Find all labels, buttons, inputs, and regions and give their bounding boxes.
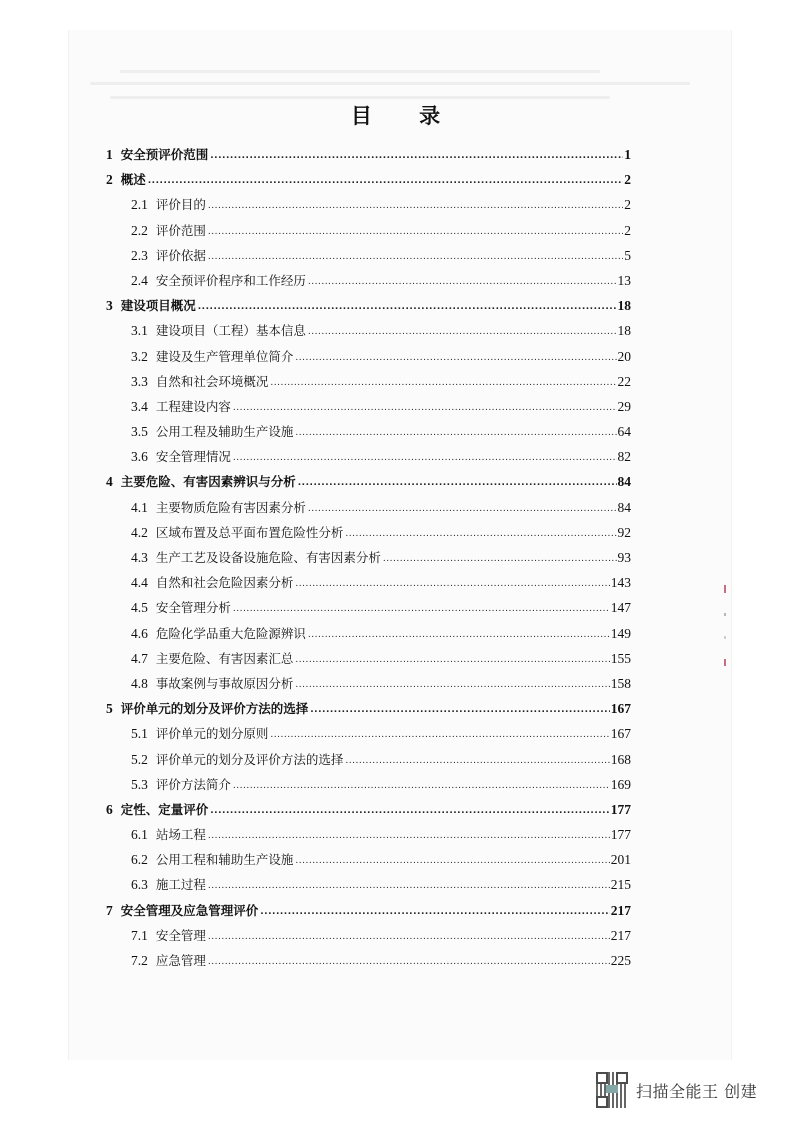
dot-leader: [208, 874, 610, 899]
toc-entry-label: 安全预评价范围: [120, 147, 209, 162]
toc-page-number: 167: [610, 726, 631, 742]
dot-leader: [210, 144, 623, 169]
dot-leader: [270, 723, 609, 748]
toc-entry-label: 主要危险、有害因素辨识与分析: [120, 474, 296, 490]
toc-entry-number: 4.3: [131, 550, 148, 565]
toc-section-entry[interactable]: [106, 192, 631, 217]
toc-entry-number: 2.1: [131, 197, 148, 213]
toc-page-number: 168: [610, 751, 631, 767]
toc-entry-number: 3.5: [131, 424, 148, 440]
toc-entry-label: 评价方法简介: [155, 776, 231, 792]
dot-leader: [345, 749, 609, 774]
toc-page-number: 215: [610, 877, 631, 893]
toc-entry-number: 4.5: [131, 600, 148, 616]
toc-entry-label: 评价单元的划分及评价方法的选择: [155, 751, 344, 767]
table-of-contents: [106, 142, 631, 973]
toc-entry-number: 4.6: [131, 625, 148, 641]
toc-entry-number: 6.3: [131, 877, 148, 893]
toc-entry-number: 5.3: [131, 776, 148, 792]
toc-entry-number: 2.2: [131, 222, 148, 238]
toc-entry-label: 站场工程: [155, 827, 206, 843]
toc-entry-number: 3.1: [131, 323, 148, 339]
toc-section-entry[interactable]: [106, 822, 631, 847]
toc-page-number: 217: [610, 902, 631, 918]
toc-page-number: 167: [610, 701, 631, 717]
toc-entry-number: 2.3: [131, 247, 148, 263]
toc-entry-label: 生产工艺及设备设施危险、有害因素分析: [155, 550, 381, 565]
toc-entry-number: 1: [106, 147, 113, 162]
dot-leader: [208, 950, 610, 975]
toc-entry-number: 4.2: [131, 524, 148, 540]
toc-entry-label: 安全预评价程序和工作经历: [155, 272, 306, 288]
toc-section-entry[interactable]: [106, 545, 631, 570]
dot-leader: [295, 572, 609, 597]
dot-leader: [295, 346, 616, 371]
toc-entry-number: 5: [106, 701, 113, 717]
toc-section-entry[interactable]: [106, 444, 631, 469]
toc-page-number: 169: [610, 776, 631, 792]
toc-page-number: 13: [617, 272, 631, 288]
dot-leader: [298, 471, 617, 496]
toc-section-entry[interactable]: [106, 394, 631, 419]
toc-entry-number: 2.4: [131, 272, 148, 288]
toc-section-entry[interactable]: [106, 243, 631, 268]
bleed-through-line: [120, 70, 600, 73]
toc-section-entry[interactable]: [106, 671, 631, 696]
margin-marks: [724, 585, 728, 686]
toc-entry-number: 3.2: [131, 348, 148, 364]
dot-leader: [270, 371, 616, 396]
toc-page-number: 155: [610, 650, 631, 666]
red-mark: [724, 585, 726, 593]
gray-mark: [724, 636, 726, 639]
toc-section-entry[interactable]: [106, 646, 631, 671]
toc-entry-label: 公用工程和辅助生产设施: [155, 852, 294, 868]
dot-leader: [208, 220, 623, 245]
qr-code-icon: [596, 1072, 628, 1108]
dot-leader: [308, 623, 610, 648]
toc-section-entry[interactable]: [106, 747, 631, 772]
toc-page-number: 18: [617, 323, 631, 339]
toc-entry-number: 7.2: [131, 953, 148, 968]
toc-section-entry[interactable]: [106, 520, 631, 545]
toc-page-number: 158: [610, 675, 631, 691]
toc-page-number: 18: [617, 298, 631, 314]
toc-section-entry[interactable]: [106, 419, 631, 444]
toc-section-entry[interactable]: [106, 772, 631, 797]
toc-page-number: 147: [610, 600, 631, 616]
toc-page-number: 92: [617, 524, 631, 540]
toc-entry-label: 评价单元的划分原则: [155, 726, 269, 742]
toc-page-number: 217: [610, 927, 631, 943]
toc-chapter-entry[interactable]: [106, 469, 631, 494]
toc-page-number: 84: [617, 499, 631, 515]
toc-page-number: 1: [624, 147, 631, 162]
toc-section-entry[interactable]: [106, 872, 631, 897]
toc-entry-number: 5.2: [131, 751, 148, 767]
watermark-text: 扫描全能王 创建: [636, 1081, 758, 1101]
toc-entry-number: 6: [106, 801, 113, 817]
page-title: 目 录: [350, 104, 461, 128]
toc-entry-number: 3.4: [131, 398, 148, 414]
toc-page-number: 64: [617, 424, 631, 440]
toc-section-entry[interactable]: [106, 621, 631, 646]
toc-entry-number: 4: [106, 474, 113, 490]
dot-leader: [198, 295, 617, 320]
toc-entry-label: 主要危险、有害因素汇总: [155, 650, 294, 666]
bleed-through-line: [90, 82, 690, 85]
toc-entry-number: 4.1: [131, 499, 148, 515]
toc-entry-label: 安全管理情况: [155, 449, 231, 465]
toc-entry-label: 建设及生产管理单位简介: [155, 348, 294, 364]
dot-leader: [208, 194, 623, 219]
toc-chapter-entry[interactable]: [106, 167, 631, 192]
bleed-through-line: [110, 96, 610, 99]
toc-section-entry[interactable]: [106, 318, 631, 343]
toc-entry-number: 3.6: [131, 449, 148, 465]
dot-leader: [383, 547, 617, 572]
gray-mark: [724, 613, 726, 616]
toc-section-entry[interactable]: [106, 595, 631, 620]
toc-page-number: 201: [610, 852, 631, 868]
dot-leader: [260, 900, 609, 925]
toc-entry-label: 建设项目概况: [120, 298, 196, 314]
toc-page-number: 5: [624, 247, 631, 263]
toc-entry-number: 4.4: [131, 575, 148, 591]
toc-entry-label: 主要物质危险有害因素分析: [155, 499, 306, 515]
toc-entry-label: 自然和社会危险因素分析: [155, 575, 294, 591]
toc-entry-label: 评价依据: [155, 247, 206, 263]
dot-leader: [295, 849, 609, 874]
toc-section-entry[interactable]: [106, 948, 631, 973]
toc-entry-label: 评价目的: [155, 197, 206, 213]
toc-entry-number: 7: [106, 902, 113, 918]
dot-leader: [308, 320, 617, 345]
toc-section-entry[interactable]: [106, 369, 631, 394]
toc-entry-label: 区域布置及总平面布置危险性分析: [155, 524, 344, 540]
dot-leader: [308, 497, 617, 522]
toc-entry-number: 3.3: [131, 373, 148, 389]
toc-section-entry[interactable]: [106, 268, 631, 293]
toc-entry-label: 安全管理分析: [155, 600, 231, 616]
toc-entry-label: 建设项目（工程）基本信息: [155, 323, 306, 339]
dot-leader: [208, 245, 623, 270]
toc-page-number: 93: [617, 550, 631, 565]
toc-chapter-entry[interactable]: [106, 898, 631, 923]
dot-leader: [210, 799, 609, 824]
toc-chapter-entry[interactable]: [106, 293, 631, 318]
toc-chapter-entry[interactable]: [106, 696, 631, 721]
toc-entry-label: 评价范围: [155, 222, 206, 238]
dot-leader: [233, 396, 617, 421]
toc-entry-label: 定性、定量评价: [120, 801, 209, 817]
toc-page-number: 82: [617, 449, 631, 465]
toc-section-entry[interactable]: [106, 218, 631, 243]
toc-section-entry[interactable]: [106, 923, 631, 948]
toc-page-number: 20: [617, 348, 631, 364]
toc-page-number: 2: [624, 222, 631, 238]
dot-leader: [148, 169, 623, 194]
toc-page-number: 22: [617, 373, 631, 389]
toc-chapter-entry[interactable]: [106, 797, 631, 822]
toc-section-entry[interactable]: [106, 721, 631, 746]
toc-entry-number: 6.2: [131, 852, 148, 868]
toc-chapter-entry[interactable]: [106, 142, 631, 167]
toc-entry-number: 6.1: [131, 827, 148, 843]
toc-entry-label: 安全管理及应急管理评价: [120, 902, 259, 918]
toc-page-number: 2: [624, 172, 631, 188]
toc-entry-number: 2: [106, 172, 113, 188]
toc-section-entry[interactable]: [106, 495, 631, 520]
dot-leader: [208, 824, 610, 849]
toc-page-number: 143: [610, 575, 631, 591]
dot-leader: [295, 648, 609, 673]
toc-page-number: 177: [610, 827, 631, 843]
scanner-watermark: [596, 1072, 757, 1108]
dot-leader: [310, 698, 609, 723]
toc-entry-label: 概述: [120, 172, 146, 188]
dot-leader: [345, 522, 616, 547]
dot-leader: [208, 925, 610, 950]
toc-section-entry[interactable]: [106, 847, 631, 872]
toc-page-number: 225: [610, 953, 631, 968]
dot-leader: [233, 597, 610, 622]
dot-leader: [308, 270, 617, 295]
toc-entry-label: 公用工程及辅助生产设施: [155, 424, 294, 440]
toc-entry-label: 评价单元的划分及评价方法的选择: [120, 701, 309, 717]
toc-entry-number: 5.1: [131, 726, 148, 742]
toc-page-number: 29: [617, 398, 631, 414]
toc-page-number: 177: [610, 801, 631, 817]
toc-page-number: 149: [610, 625, 631, 641]
toc-entry-label: 事故案例与事故原因分析: [155, 675, 294, 691]
toc-entry-number: 4.7: [131, 650, 148, 666]
toc-entry-label: 工程建设内容: [155, 398, 231, 414]
dot-leader: [233, 446, 617, 471]
toc-entry-number: 7.1: [131, 927, 148, 943]
toc-entry-label: 自然和社会环境概况: [155, 373, 269, 389]
red-mark: [724, 659, 726, 666]
dot-leader: [233, 774, 610, 799]
toc-entry-number: 4.8: [131, 675, 148, 691]
toc-entry-label: 安全管理: [155, 927, 206, 943]
toc-section-entry[interactable]: [106, 344, 631, 369]
toc-entry-label: 施工过程: [155, 877, 206, 893]
toc-section-entry[interactable]: [106, 570, 631, 595]
toc-page-number: 84: [617, 474, 631, 490]
dot-leader: [295, 421, 616, 446]
toc-entry-label: 危险化学品重大危险源辨识: [155, 625, 306, 641]
toc-entry-label: 应急管理: [155, 953, 206, 968]
dot-leader: [295, 673, 609, 698]
toc-entry-number: 3: [106, 298, 113, 314]
toc-page-number: 2: [624, 197, 631, 213]
